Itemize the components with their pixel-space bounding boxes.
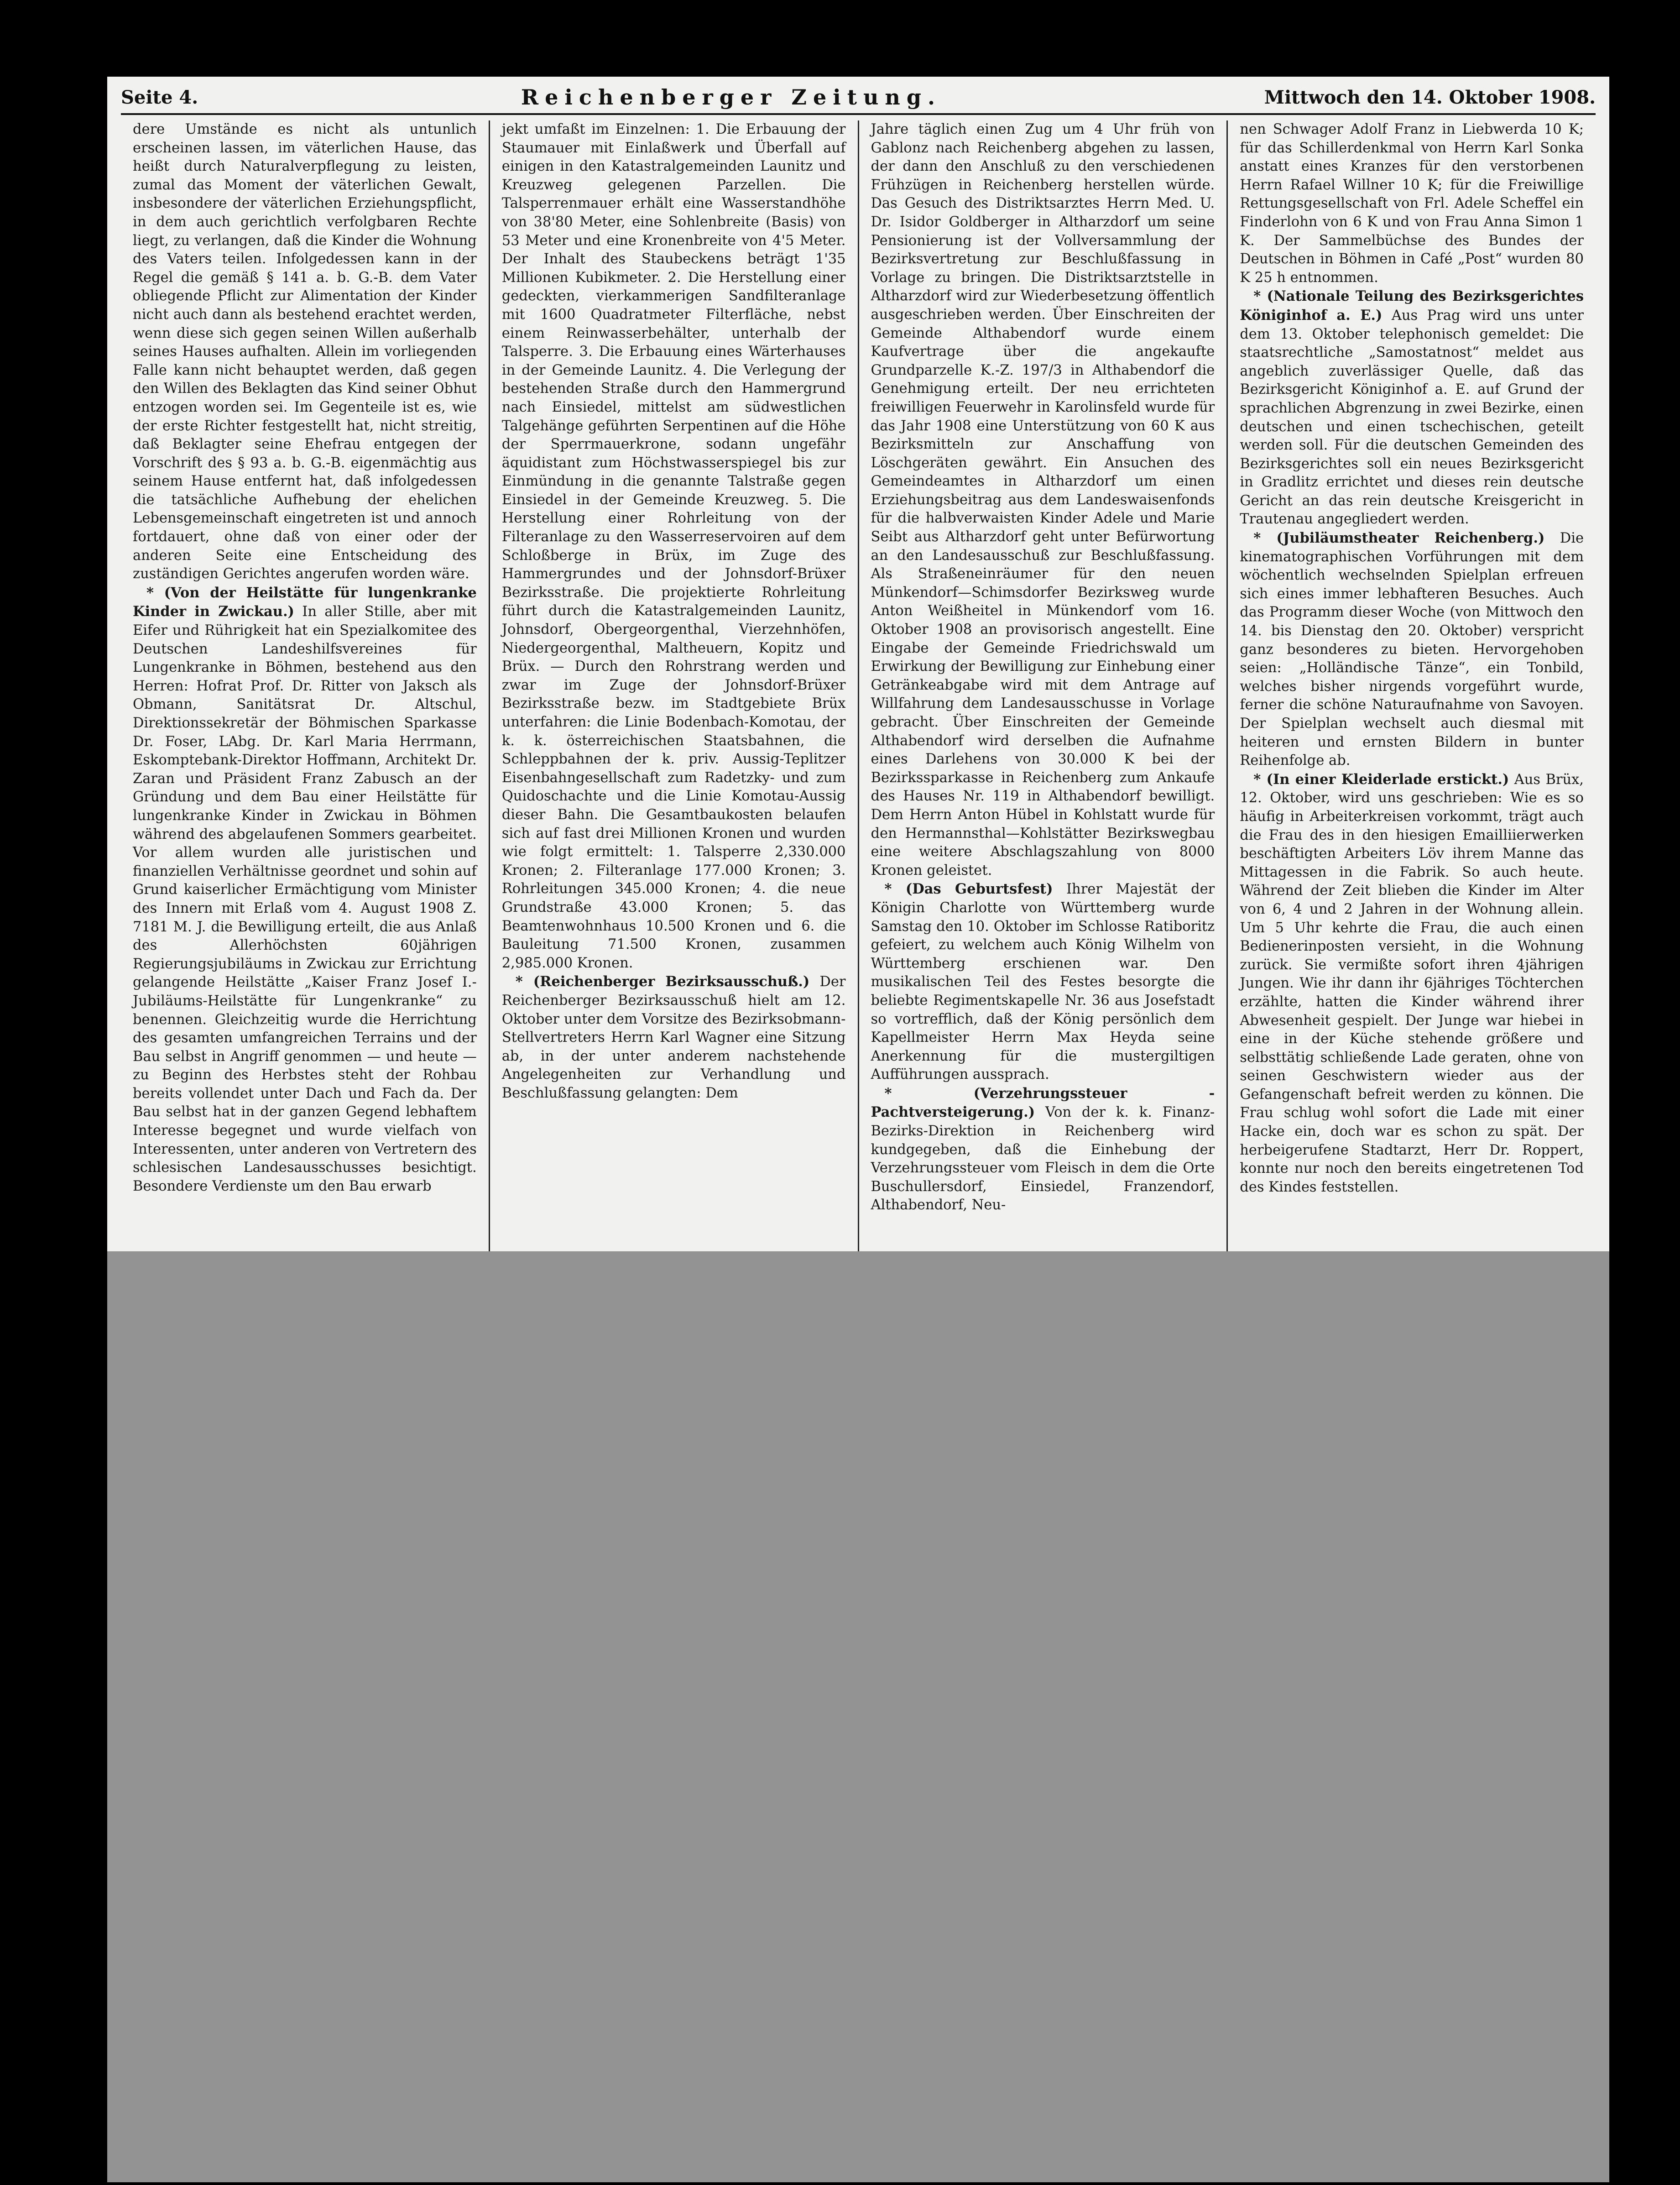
newspaper-page bbox=[107, 77, 1609, 1251]
column-3 bbox=[859, 120, 1228, 1251]
newspaper-title: Reichenberger Zeitung. bbox=[521, 85, 942, 110]
blank-scan-area bbox=[107, 1251, 1609, 2182]
article-heading: * (Von der Heilstätte für lungenkranke Kinder in Zwickau.) bbox=[133, 584, 477, 620]
column-1 bbox=[121, 120, 490, 1251]
article-body: Von der k. k. Finanz-Bezirks-Direktion in Reichenberg wird kundgegeben, daß die Einhebung der Verzehrungssteuer vom Fleisch in dem die Orte Buschullersdorf, Einsiedel, Franzendorf, Althabendorf, Neu- bbox=[871, 1104, 1215, 1213]
column-2 bbox=[490, 120, 859, 1251]
issue-date: Mittwoch den 14. Oktober 1908. bbox=[1264, 86, 1596, 108]
article-body: In aller Stille, aber mit Eifer und Rührigkeit hat ein Spezialkomitee des Deutschen Landeshilfsvereines für Lungenkranke in Böhmen, bestehend aus den Herren: Hofrat Prof. Dr. Ritter von Jaksch als Obmann, Sanitätsrat Dr. Altschul, Direktionssekretär der Böhmischen Sparkasse Dr. Foser, LAbg. Dr. Karl Maria Herrmann, Eskomptebank-Direktor Hoffmann, Architekt Dr. Zaran und Präsident Franz Zabusch an der Gründung und dem Bau einer Heilstätte für lungenkranke Kinder in Zwickau in Böhmen während des abgelaufenen Sommers gearbeitet. Vor allem wurden alle juristischen und finanziellen Verhältnisse geordnet und sohin auf Grund kaiserlicher Ermächtigung vom Minister des Innern mit Erlaß vom 4. August 1908 Z. 7181 M. J. die Bewilligung erteilt, die aus Anlaß des Allerhöchsten 60jährigen Regierungsjubiläums in Zwickau zur Errichtung gelangende Heilstätte „Kaiser Franz Josef I.-Jubiläums-Heilstätte für Lungenkranke“ zu benennen. Gleichzeitig wurde die Herrichtung des gesamten umfangreichen Terrains und der Bau selbst in Angriff genommen — und heute — zu Beginn des Herbstes steht der Rohbau bereits vollendet unter Dach und Fach da. Der Bau selbst hat in der ganzen Gegend lebhaftem Interesse begegnet und wurde vielfach von Interessenten, unter anderen von Vertretern des schlesischen Landesausschusses besichtigt. Besondere Verdienste um den Bau erwarb bbox=[133, 604, 477, 1194]
article-continuation: dere Umstände es nicht als untunlich erscheinen lassen, im väterlichen Hause, das heißt durch Naturalverpflegung zu leisten, zumal das Moment der väterlichen Gewalt, insbesondere der väterlichen Erziehungspflicht, in dem auch gerichtlich verfolgbaren Rechte liegt, zu verlangen, daß die Kinder die Wohnung des Vaters teilen. Infolgedessen kann in der Regel die gemäß § 141 a. b. G.-B. dem Vater obliegende Pflicht zur Alimentation der Kinder nicht auch dann als bestehend erachtet werden, wenn diese sich gegen seinen Willen außerhalb seines Hauses aufhalten. Allein im vorliegenden Falle kann nicht behauptet werden, daß gegen den Willen des Beklagten das Kind seiner Obhut entzogen worden sei. Im Gegenteile ist es, wie der erste Richter festgestellt hat, nicht streitig, daß Beklagter seine Ehefrau entgegen der Vorschrift des § 93 a. b. G.-B. eigenmächtig aus seinem Hause entfernt hat, daß infolgedessen die tatsächliche Aufhebung der ehelichen Lebensgemeinschaft eingetreten ist und annoch fortdauert, ohne daß von einer oder der anderen Seite eine Entscheidung des zuständigen Gerichtes angerufen worden wäre. bbox=[133, 121, 477, 582]
article-heading: * (Nationale Teilung des Bezirksgerichtes Königinhof a. E.) bbox=[1240, 288, 1584, 324]
article-continuation: jekt umfaßt im Einzelnen: 1. Die Erbauung der Staumauer mit Einlaßwerk und Überfall auf einigen in den Katastralgemeinden Launitz und Kreuzweg gelegenen Parzellen. Die Talsperrenmauer erhält eine Wasserstandhöhe von 38'80 Meter, eine Sohlenbreite (Basis) von 53 Meter und eine Kronenbreite von 4'5 Meter. Der Inhalt des Staubeckens beträgt 1'35 Millionen Kubikmeter. 2. Die Herstellung einer gedeckten, vierkammerigen Sandfilteranlage mit 1600 Quadratmeter Filterfläche, nebst einem Reinwasserbehälter, unterhalb der Talsperre. 3. Die Erbauung eines Wärterhauses in der Gemeinde Launitz. 4. Die Verlegung der bestehenden Straße durch den Hammergrund nach Einsiedel, mittelst am südwestlichen Talgehänge geführten Serpentinen auf die Höhe der Sperrmauerkrone, sodann ungefähr äquidistant zum Höchstwasserspiegel bis zur Einmündung in die genannte Talstraße gegen Einsiedel in der Gemeinde Kreuzweg. 5. Die Herstellung einer Rohrleitung von der Filteranlage zu den Wasserreservoiren auf dem Schloßberge in Brüx, im Zuge des Hammergrundes und der Johnsdorf-Brüxer Bezirksstraße. Die projektierte Rohrleitung führt durch die Katastralgemeinden Launitz, Johnsdorf, Obergeorgenthal, Vierzehnhöfen, Niedergeorgenthal, Maltheuern, Kopitz und Brüx. — Durch den Rohrstrang werden und zwar im Zuge der Johnsdorf-Brüxer Bezirksstraße bezw. im Stadtgebiete Brüx unterfahren: die Linie Bodenbach-Komotau, der k. k. österreichischen Staatsbahnen, die Schleppbahnen der k. priv. Aussig-Teplitzer Eisenbahngesellschaft zum Radetzky- und zum Quidoschachte und die Linie Komotau-Aussig dieser Bahn. Die Gesamtbaukosten belaufen sich auf fast drei Millionen Kronen und wurden wie folgt ermittelt: 1. Talsperre 2,330.000 Kronen; 2. Filteranlage 177.000 Kronen; 3. Rohrleitungen 345.000 Kronen; 4. die neue Grundstraße 43.000 Kronen; 5. das Beamtenwohnhaus 10.500 Kronen und 6. die Bauleitung 71.500 Kronen, zusammen 2,985.000 Kronen. bbox=[501, 121, 846, 971]
column-4 bbox=[1228, 120, 1596, 1251]
article-body: Der Reichenberger Bezirksausschuß hielt am 12. Oktober unter dem Vorsitze des Bezirksobmann-Stellvertreters Herrn Karl Wagner eine Sitzung ab, in der unter anderem nachstehende Angelegenheiten zur Verhandlung und Beschlußfassung gelangten: Dem bbox=[501, 974, 846, 1101]
article-body: Aus Brüx, 12. Oktober, wird uns geschrieben: Wie es so häufig in Arbeiterkreisen vorkommt, trägt auch die Frau des in den hiesigen Emailliierwerken beschäftigten Arbeiters Löv ihrem Manne das Mittagessen in die Fabrik. So auch heute. Während der Zeit blieben die Kinder im Alter von 6, 4 und 2 Jahren in der Wohnung allein. Um 5 Uhr kehrte die Frau, die auch einen Bedienerinposten versieht, in die Wohnung zurück. Sie vermißte sofort ihren 4jährigen Jungen. Wie ihr dann ihr 6jähriges Töchterchen erzählte, hatten die Kinder während ihrer Abwesenheit gespielt. Der Junge war hiebei in eine in der Küche stehende größere und selbsttätig schließende Lade geraten, ohne von seinen Geschwistern wieder aus der Gefangenschaft befreit werden zu können. Die Frau schlug wohl sofort die Lade mit einer Hacke ein, doch war es schon zu spät. Der herbeigerufene Stadtarzt, Herr Dr. Roppert, konnte nur noch den bereits eingetretenen Tod des Kindes feststellen. bbox=[1240, 771, 1584, 1195]
article-heading: * (Jubiläumstheater Reichenberg.) bbox=[1253, 530, 1545, 547]
article-heading: * (In einer Kleiderlade erstickt.) bbox=[1253, 771, 1509, 788]
article-body: Aus Prag wird uns unter dem 13. Oktober telephonisch gemeldet: Die staatsrechtliche „Samostatnost“ meldet aus angeblich zuverlässiger Quelle, daß das Bezirksgericht Königinhof a. E. auf Grund der sprachlichen Abgrenzung in zwei Bezirke, einen deutschen und einen tschechischen, geteilt werden soll. Für die deutschen Gemeinden des Bezirksgerichtes soll ein neues Bezirksgericht in Gradlitz errichtet und dieses rein deutsche Gericht an das rein deutsche Kreisgericht in Trautenau angegliedert werden. bbox=[1240, 307, 1584, 528]
article-continuation: Jahre täglich einen Zug um 4 Uhr früh von Gablonz nach Reichenberg abgehen zu lassen, der dann den Anschluß zu den verschiedenen Frühzügen in Reichenberg herstellen würde. Das Gesuch des Distriktsarztes Herrn Med. U. Dr. Isidor Goldberger in Altharzdorf um seine Pensionierung ist der Vollversammlung der Bezirksvertretung zur Beschlußfassung in Vorlage zu bringen. Die Distriktsarztstelle in Altharzdorf wird zur Wiederbesetzung öffentlich ausgeschrieben werden. Über Einschreiten der Gemeinde Althabendorf wurde einem Kaufvertrage über die angekaufte Grundparzelle K.-Z. 197/3 in Althabendorf die Genehmigung erteilt. Der neu errichteten freiwilligen Feuerwehr in Karolinsfeld wurde für das Jahr 1908 eine Unterstützung von 60 K aus Bezirksmitteln zur Anschaffung von Löschgeräten gewährt. Ein Ansuchen des Gemeindeamtes in Altharzdorf um einen Erziehungsbeitrag aus dem Landeswaisenfonds für die halbverwaisten Kinder Adele und Marie Seibt aus Altharzdorf geht unter Befürwortung an den Landesausschuß zur Beschlußfassung. Als Straßeneinräumer für den neuen Münkendorf—Schimsdorfer Bezirksweg wurde Anton Weißheitel in Münkendorf vom 16. Oktober 1908 an provisorisch angestellt. Eine Eingabe der Gemeinde Friedrichswald um Erwirkung der Bewilligung zur Einhebung einer Getränkeabgabe wird mit dem Antrage auf Willfahrung dem Landesausschusse in Vorlage gebracht. Über Einschreiten der Gemeinde Althabendorf wird derselben die Aufnahme eines Darlehens von 30.000 K bei der Bezirkssparkasse in Reichenberg zum Ankaufe des Hauses Nr. 119 in Althabendorf bewilligt. Dem Herrn Anton Hübel in Kohlstatt wurde für den Hermannsthal—Kohlstätter Bezirkswegbau eine weitere Abschlagszahlung von 8000 Kronen geleistet. bbox=[871, 121, 1215, 878]
page-number: Seite 4. bbox=[121, 86, 198, 108]
article-heading: * (Das Geburtsfest) bbox=[884, 881, 1053, 898]
article-body: Die kinematographischen Vorführungen mit dem wöchentlich wechselnden Spielplan erfreuen sich eines immer lebhafteren Besuches. Auch das Programm dieser Woche (von Mittwoch den 14. bis Dienstag den 20. Oktober) verspricht ganz besonderes zu bieten. Hervorgehoben seien: „Holländische Tänze“, ein Tonbild, welches bisher nirgends vorgeführt wurde, ferner die schöne Naturaufnahme von Savoyen. Der Spielplan wechselt auch diesmal mit heiteren und ernsten Bildern in bunter Reihenfolge ab. bbox=[1240, 530, 1584, 769]
article-heading: * (Reichenberger Bezirksausschuß.) bbox=[515, 973, 810, 990]
masthead bbox=[121, 81, 1596, 115]
article-columns bbox=[121, 120, 1596, 1251]
article-continuation: nen Schwager Adolf Franz in Liebwerda 10 K; für das Schillerdenkmal von Herrn Karl Sonka anstatt eines Kranzes für den verstorbenen Herrn Rafael Willner 10 K; für die Freiwillige Rettungsgesellschaft von Frl. Adele Scheffel ein Finderlohn von 6 K und von Frau Anna Simon 1 K. Der Sammelbüchse des Bundes der Deutschen in Böhmen in Café „Post“ wurden 80 K 25 h entnommen. bbox=[1240, 121, 1584, 286]
article-heading: * (Verzehrungssteuer - Pachtversteigerung.) bbox=[871, 1085, 1215, 1121]
article-body: Ihrer Majestät der Königin Charlotte von Württemberg wurde Samstag den 10. Oktober im Schlosse Ratiboritz gefeiert, zu welchem auch König Wilhelm von Württemberg erschienen war. Den musikalischen Teil des Festes besorgte die beliebte Regimentskapelle Nr. 36 aus Josefstadt so vortrefflich, daß der König persönlich dem Kapellmeister Herrn Max Heyda seine Anerkennung für die mustergiltigen Aufführungen aussprach. bbox=[871, 881, 1215, 1083]
